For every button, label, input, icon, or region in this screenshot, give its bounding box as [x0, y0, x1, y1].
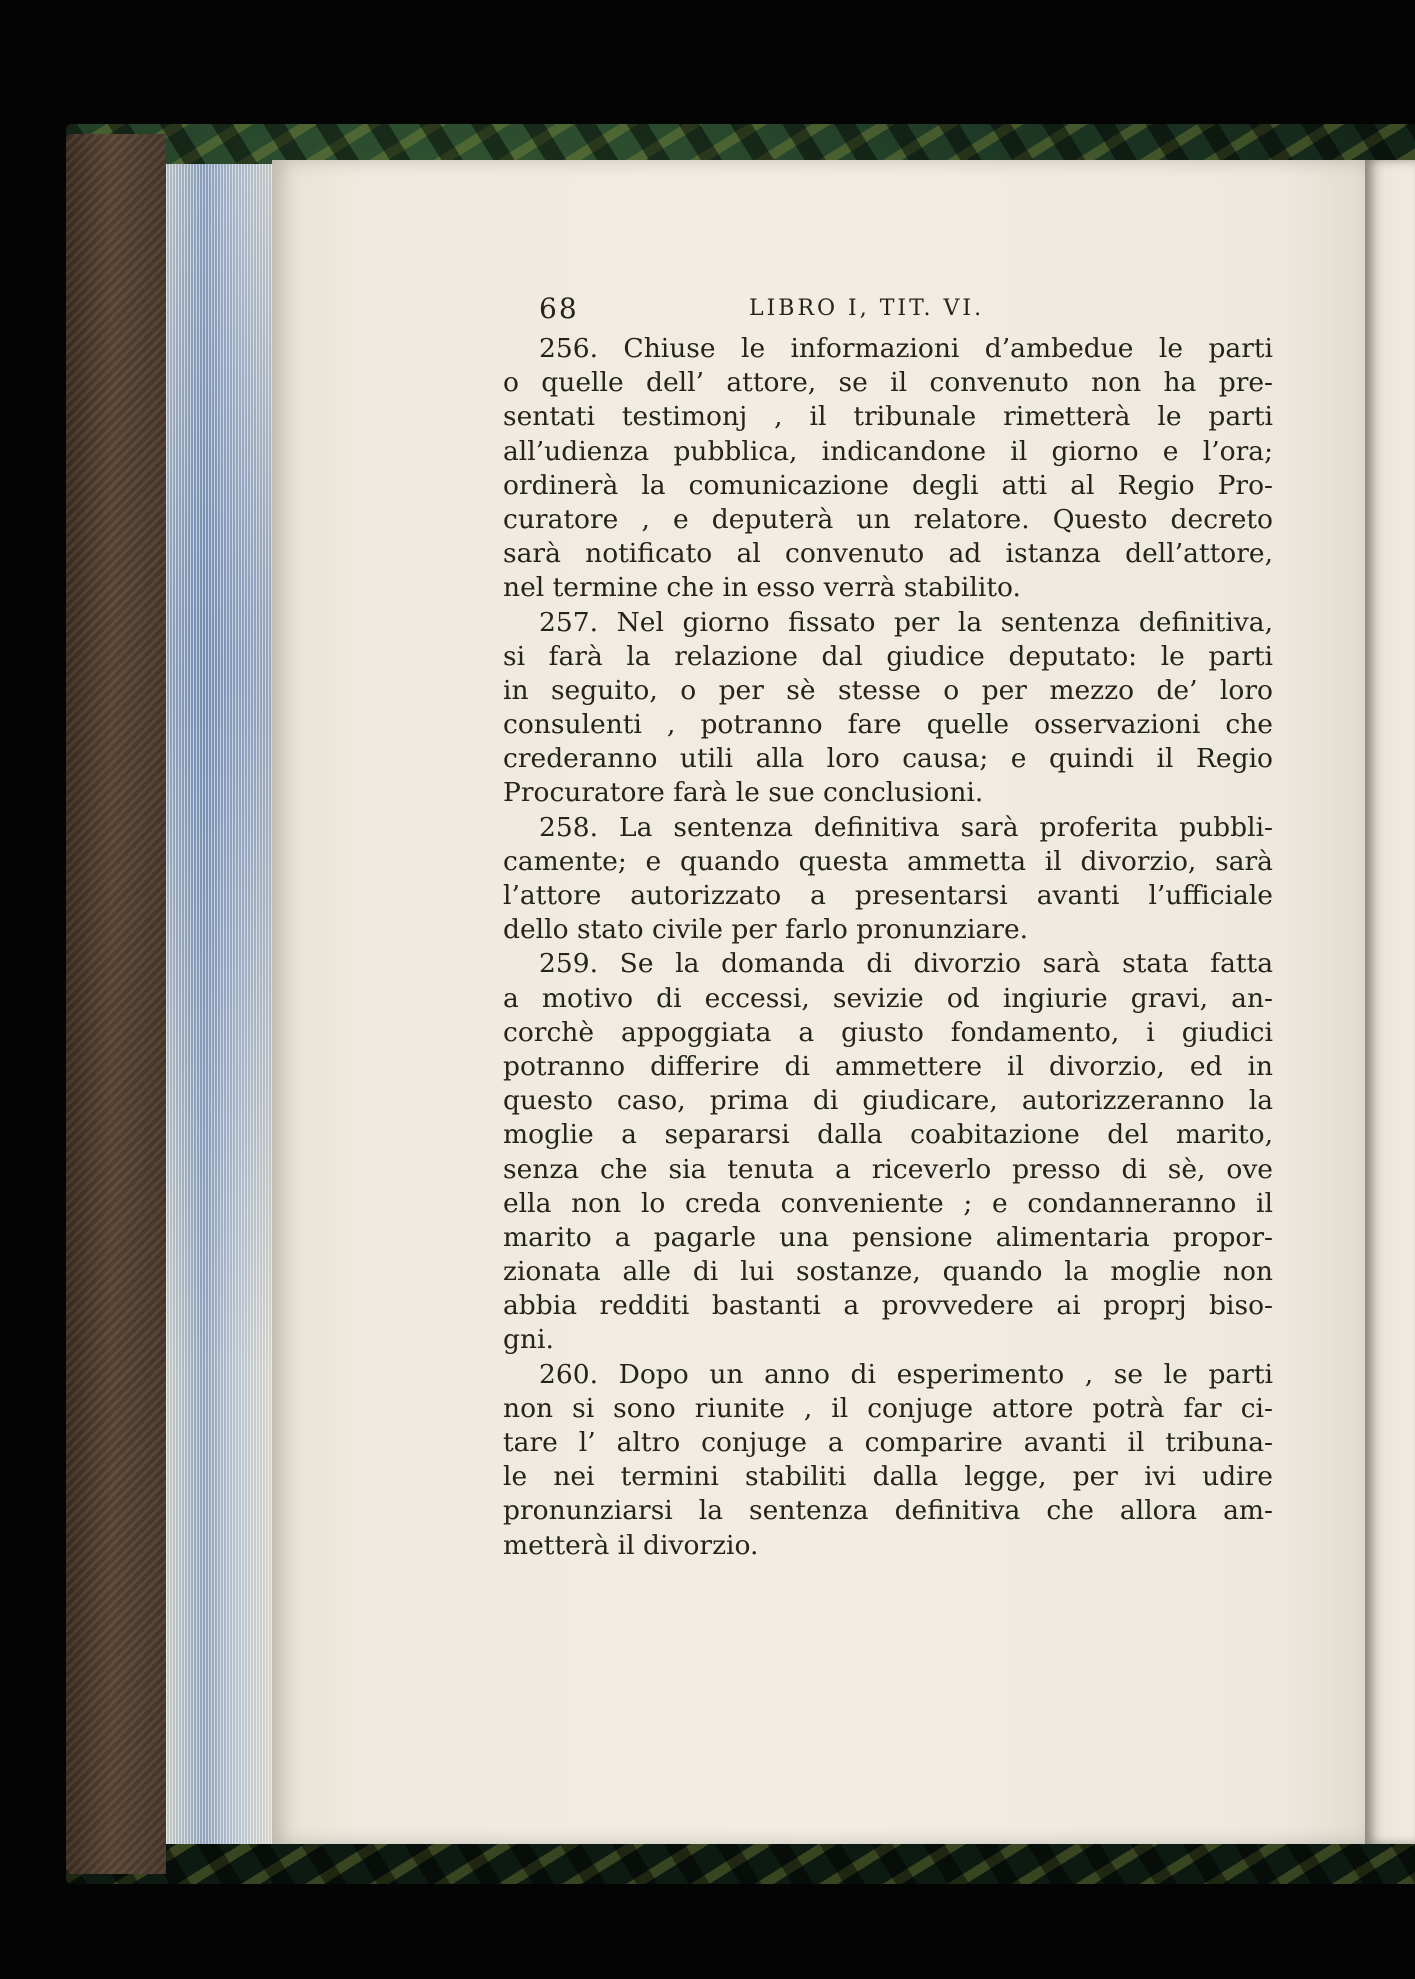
article-259 [503, 947, 1273, 1357]
page-text-block [503, 292, 1273, 1563]
page-number: 68 [539, 292, 579, 325]
text-line: abbia redditi bastanti a provvedere ai proprj biso- [503, 1290, 1273, 1322]
text-line: zionata alle di lui sostanze, quando la moglie non [503, 1256, 1273, 1288]
text-line: crederanno utili alla loro causa; e quindi il Regio [503, 743, 1273, 775]
text-line: tare l’ altro conjuge a comparire avanti il tribuna- [503, 1427, 1273, 1458]
text-line: dello stato civile per farlo pronunziare. [503, 914, 1029, 946]
text-line: marito a pagarle una pensione alimentaria propor- [503, 1221, 1273, 1253]
text-line: 258. La sentenza definitiva sarà proferita pubbli- [539, 811, 1273, 843]
text-line: le nei termini stabiliti dalla legge, per ivi udire [503, 1461, 1273, 1493]
text-line: in seguito, o per sè stesse o per mezzo de’ loro [503, 674, 1273, 706]
text-line: non si sono riunite , il conjuge attore potrà far ci- [503, 1392, 1273, 1424]
text-line: 260. Dopo un anno di esperimento , se le parti [539, 1358, 1273, 1390]
text-line: all’udienza pubblica, indicandone il giorno e l’ora; [503, 435, 1273, 467]
text-line: gni. [503, 1324, 554, 1356]
article-258 [503, 811, 1273, 948]
text-line: 257. Nel giorno fissato per la sentenza definitiva, [539, 606, 1273, 638]
article-256 [503, 332, 1273, 606]
text-line: a motivo di eccessi, sevizie od ingiurie gravi, an- [503, 982, 1273, 1014]
text-line: consulenti , potranno fare quelle osservazioni che [503, 709, 1273, 741]
text-line: pronunziarsi la sentenza definitiva che allora am- [503, 1495, 1273, 1527]
text-line: sarà notificato al convenuto ad istanza dell’attore, [503, 538, 1273, 570]
text-line: 259. Se la domanda di divorzio sarà stata fatta [539, 948, 1273, 980]
text-line: l’attore autorizzato a presentarsi avanti l’ufficiale [503, 880, 1273, 911]
article-260 [503, 1358, 1273, 1563]
text-line: ella non lo creda conveniente ; e condanneranno il [503, 1187, 1273, 1219]
text-line: nel termine che in esso verrà stabilito. [503, 572, 1021, 604]
text-line: sentati testimonj , il tribunale rimetterà le parti [503, 401, 1273, 433]
text-line: Procuratore farà le sue conclusioni. [503, 777, 984, 809]
running-head [503, 292, 1273, 332]
leather-spine-corner [66, 134, 166, 1874]
article-257 [503, 606, 1273, 811]
text-line: metterà il divorzio. [503, 1529, 759, 1561]
text-line: senza che sia tenuta a riceverlo presso di sè, ove [503, 1153, 1273, 1185]
text-line: ordinerà la comunicazione degli atti al Regio Pro- [503, 469, 1273, 501]
text-line: o quelle dell’ attore, se il convenuto non ha pre- [503, 367, 1273, 399]
running-title: LIBRO I, TIT. VI. [749, 296, 985, 321]
text-line: moglie a separarsi dalla coabitazione del marito, [503, 1119, 1273, 1151]
sprinkled-page-edges [166, 164, 272, 1844]
text-line: curatore , e deputerà un relatore. Questo decreto [503, 503, 1273, 535]
text-line: corchè appoggiata a giusto fondamento, i giudici [503, 1016, 1273, 1048]
facing-page-edge [1365, 160, 1415, 1844]
text-line: 256. Chiuse le informazioni d’ambedue le parti [539, 333, 1273, 364]
text-line: potranno differire di ammettere il divorzio, ed in [503, 1050, 1273, 1082]
text-line: camente; e quando questa ammetta il divorzio, sarà [503, 845, 1273, 877]
text-line: si farà la relazione dal giudice deputato: le parti [503, 640, 1273, 672]
text-line: questo caso, prima di giudicare, autorizzeranno la [503, 1085, 1273, 1117]
